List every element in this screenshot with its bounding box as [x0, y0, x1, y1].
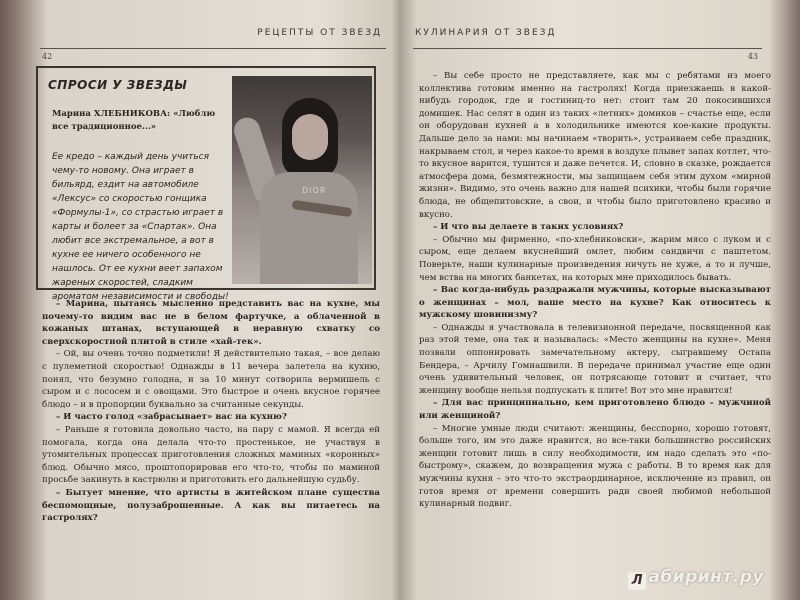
sidebar-title: СПРОСИ У ЗВЕЗДЫ	[48, 78, 188, 92]
question-paragraph: – Для вас принципиально, кем приготовлено блюдо – мужчиной или женщиной?	[419, 398, 771, 422]
watermark	[628, 567, 764, 590]
question-paragraph: – Бытует мнение, что артисты в житейском плане существа беспомощные, полузаброшенные. А как вы питаетесь на гастролях?	[42, 487, 380, 524]
hoodie-print: DIOR	[302, 186, 327, 195]
running-head: КУЛИНАРИЯ ОТ ЗВЕЗД	[415, 28, 557, 38]
answer-paragraph: – Обычно мы фирменно, «по-хлебниковски», жарим мясо с луком и с сыром, еще делаем вкуснейший омлет, любим сандвичи с паштетом. Поверьте, наши кулинарные произведения ничуть не хуже, а то и лучше, чем вства на многих банкетах, на которых мне приходилось бывать.	[419, 234, 771, 283]
answer-paragraph: – Раньше я готовила довольно часто, на пару с мамой. Я всегда ей помогала, когда она делала что-то простенькое, не участвуя в утомительных процессах приготовления сложных маминых «коронных» блюд. Обычно мясо, проштопорировав его что-то, чтобы по маминой просьбе закинуть в кастрюлю и приготовить его дальнейшую судьбу.	[42, 424, 380, 486]
header-rule	[40, 48, 386, 49]
left-text-column	[42, 298, 380, 525]
answer-paragraph: – Многие умные люди считают: женщины, бесспорно, хорошо готовят, больше того, им это даже нравится, но все-таки большинство российских женщин готовит лишь в силу необходимости, им надо сделать это «по-быстрому», скажем, до возвращения мужа с работы. В то время как для мужчины кухня – это что-то экстраординарное, исключение из правил, он готов время от времени совершить ради своей любимой небольшой кулинарный подвиг.	[419, 423, 771, 510]
answer-paragraph: – Однажды я участвовала в телевизионной передаче, посвященной как раз этой теме, она так и называлась: «Место женщины на кухне». Меня позвали оппонировать замечательному актеру, сыгравшему Остапа Бендера, – Арчилу Гомиашвили. В передаче принимал участие еще один очень удивительный человек, он потрясающе готовит и считает, что женщину вообще нельзя подпускать к плите! Вот это мне нравится!	[419, 322, 771, 396]
watermark-text: абиринт.ру	[648, 567, 764, 587]
sidebar-box	[36, 66, 376, 302]
labirint-logo-icon: Л	[628, 572, 646, 590]
question-paragraph: – И что вы делаете в таких условиях?	[433, 222, 624, 233]
question-paragraph: – Марина, пытаясь мысленно представить вас на кухне, мы почему-то видим вас не в белом фартучке, а облаченной в кожаных штанах, вступающей в неравную схватку со сверхскоростной плитой в стиле «хай-тек».	[42, 299, 380, 347]
right-page	[405, 0, 780, 600]
header-rule	[413, 48, 762, 49]
page-number: 42	[42, 52, 53, 61]
answer-paragraph: – Вы себе просто не представляете, как мы с ребятами из моего коллектива готовим именно на гастролях! Когда приезжаешь в какой-нибудь городок, где и гостиниц-то нет: стоит там 20 покосившихся домишек. Нас селят в один из таких «летних» домиков – счастье еще, если он оборудован кухней а в холодильнике имеются кое-какие продукты. Дальше дело за нами: мы начинаем «творить», устраиваем себе праздник, накрываем стол, и через какое-то время в воздухе плывет запах котлет, что-то вкусное варится, тушится и даже печется. И, словно в сказке, рождается атмосфера дома, безмятежности, мы защищаем себя этим духом «мирной жизни». Видимо, это очень важно для нашей психики, чтобы были горячие блюда, не общепитовские, а свои, и чтобы было приготовлено красиво и вкусно.	[419, 71, 771, 220]
photo-face	[292, 114, 328, 160]
left-page	[22, 0, 392, 600]
sidebar-lead: Марина ХЛЕБНИКОВА: «Люблю все традиционное...»	[52, 109, 216, 132]
question-paragraph: – Вас когда-нибудь раздражали мужчины, которые высказывают о женщинах – мол, ваше место на кухне? Как относитесь к мужскому шовинизму?	[419, 285, 771, 321]
answer-paragraph: – Ой, вы очень точно подметили! Я действительно такая, – все делаю с пулеметной скоростью! Однажды в 11 вечера залетела на кухню, понял, что безумно голодна, и за 10 минут сотворила вермишель с сыром и с лососем и с овощами. Это быстрое и очень вкусное горячее блюдо – и в пропорции буквально за считанные секунды.	[42, 349, 380, 410]
question-paragraph: – И часто голод «забрасывает» вас на кухню?	[56, 412, 287, 423]
sidebar-body: Ее кредо – каждый день учиться чему-то новому. Она играет в бильярд, ездит на автомобиле «Лексус» со скоростью гонщика «Формулы-1», со страстью играет в карты и болеет за «Спартак». Она любит все экстремальное, а вот в кухне ее ничего особенного не нашлось. От ее кухни веет запахом жареных скоростей, сладким ароматом независимости и свободы!	[52, 152, 229, 302]
portrait-photo	[232, 76, 372, 284]
right-text-column	[419, 70, 771, 511]
page-number: 43	[747, 52, 758, 61]
running-head: РЕЦЕПТЫ ОТ ЗВЕЗД	[257, 28, 382, 38]
